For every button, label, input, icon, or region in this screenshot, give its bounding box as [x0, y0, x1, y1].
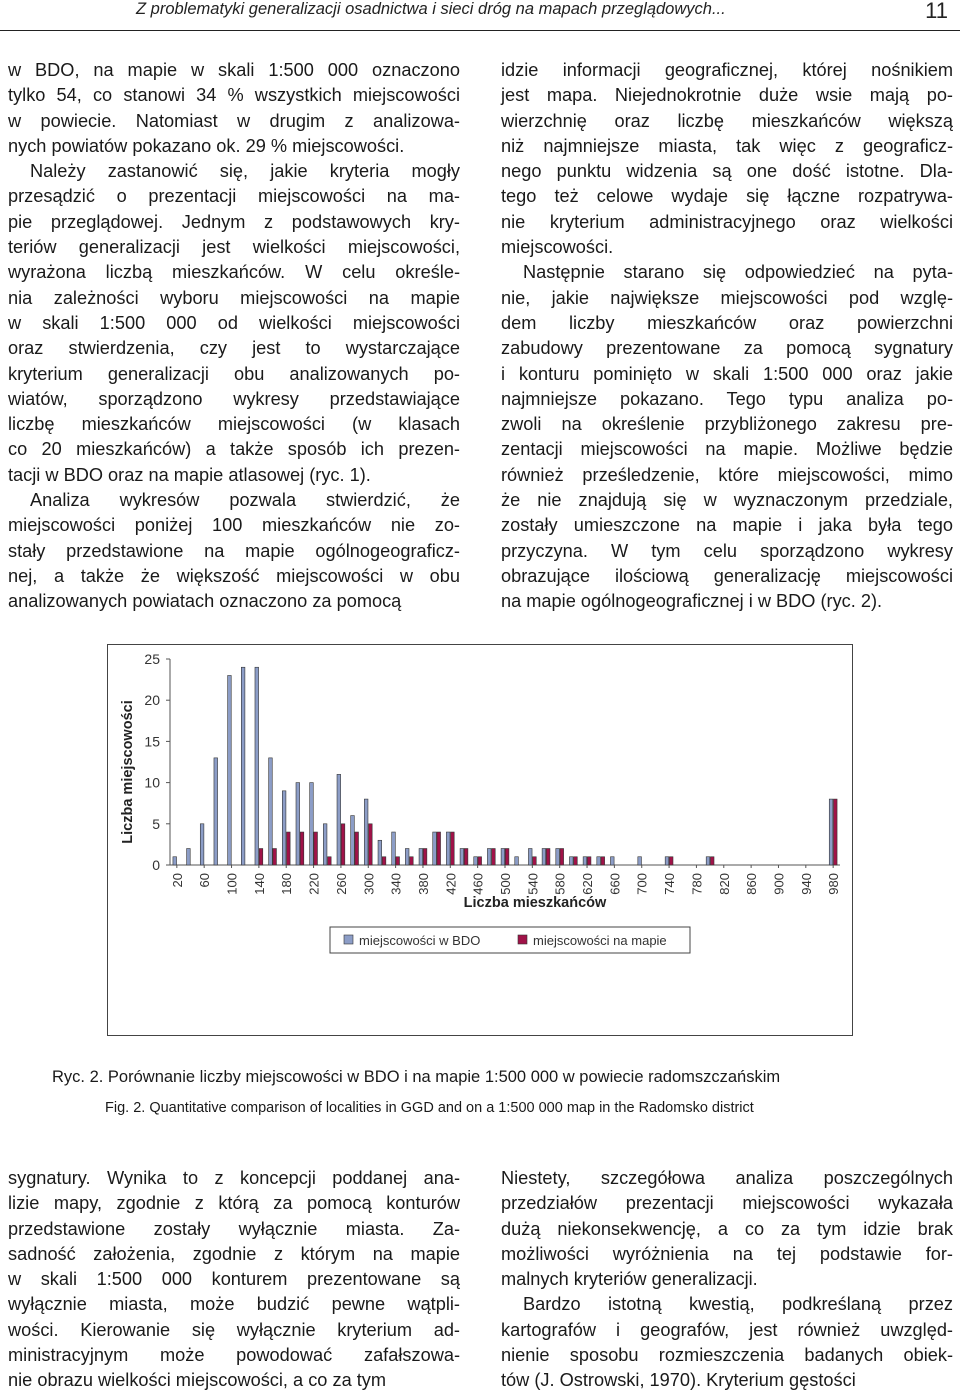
text-line: Następnie starano się odpowiedzieć na pyta-	[523, 262, 953, 283]
bar-mapa	[314, 832, 318, 865]
bar-bdo	[542, 849, 546, 865]
text-line: również prześledzenie, które miejscowości, mimo	[501, 464, 953, 485]
bar-bdo	[610, 857, 614, 865]
y-tick-label: 0	[152, 857, 160, 873]
bar-mapa	[437, 832, 441, 865]
bar-mapa	[355, 832, 359, 865]
text-line: tego też celowe wydaje się łączne rozpatrywa-	[501, 186, 953, 207]
text-line: nie kryterium administracyjnego oraz wielkości	[501, 211, 953, 232]
x-tick-label: 460	[470, 873, 486, 895]
x-tick-label: 620	[580, 873, 596, 895]
text-line: co 20 mieszkańców) a także sposób ich prezen-	[8, 439, 460, 460]
bar-mapa	[287, 832, 291, 865]
bar-mapa	[259, 849, 263, 865]
y-tick-label: 15	[144, 733, 160, 750]
paragraph	[8, 58, 460, 159]
x-tick-label: 540	[525, 873, 541, 895]
figure-caption-polish: Ryc. 2. Porównanie liczby miejscowości w BDO i na mapie 1:500 000 w powiecie radomszczańskim	[52, 1068, 781, 1086]
x-tick-label: 660	[607, 873, 623, 895]
text-line: oraz stwierdzenia, czy jest to wystarczające	[8, 338, 460, 359]
text-line: obrazujące ilościową generalizację miejscowości	[501, 565, 953, 586]
text-line: Analiza wykresów pozwala stwierdzić, że	[30, 490, 460, 511]
bar-bdo	[829, 799, 833, 865]
bar-mapa	[492, 849, 496, 865]
legend-swatch	[518, 935, 527, 944]
bar-bdo	[638, 857, 642, 865]
x-tick-label: 860	[744, 873, 760, 895]
x-tick-label: 180	[279, 873, 295, 895]
bar-mapa	[710, 857, 714, 865]
bar-bdo	[419, 849, 423, 865]
text-line: miejscowości poniżej 100 mieszkańców nie zo-	[8, 515, 460, 536]
y-tick-label: 10	[144, 774, 160, 791]
bar-bdo	[487, 849, 491, 865]
text-line: możliwości wyróżnienia na tej podstawie for-	[501, 1243, 953, 1264]
x-tick-label: 980	[826, 873, 842, 895]
bar-mapa	[546, 849, 550, 865]
text-column-right-bottom	[501, 1166, 953, 1394]
bar-mapa	[601, 857, 605, 865]
bar-mapa	[328, 857, 332, 865]
text-line: nie, jakie największe miejscowości pod wzglę-	[501, 287, 953, 308]
text-column-right-top	[501, 58, 953, 615]
bar-bdo	[310, 783, 314, 865]
x-tick-label: 380	[415, 873, 431, 895]
x-tick-label: 900	[771, 873, 787, 895]
text-line: Niestety, szczegółowa analiza poszczególnych	[501, 1168, 953, 1188]
bar-bdo	[228, 675, 232, 865]
bar-mapa	[833, 799, 837, 865]
text-line: przedziałów prezentacji miejscowości wykazała	[501, 1193, 953, 1214]
bar-bdo	[296, 783, 300, 865]
bar-bdo	[528, 849, 532, 865]
text-line: Bardzo istotną kwestią, podkreślaną przez	[523, 1294, 953, 1315]
text-line: że nie znajdują się w wyznaczonym przedziale,	[501, 490, 953, 511]
bar-bdo	[351, 816, 355, 865]
bar-bdo	[200, 824, 204, 865]
x-tick-label: 100	[224, 873, 240, 895]
bar-bdo	[269, 758, 273, 865]
bar-mapa	[396, 857, 400, 865]
bar-mapa	[505, 849, 509, 865]
bar-bdo	[501, 849, 505, 865]
y-tick-label: 20	[144, 692, 160, 709]
x-tick-label: 580	[552, 873, 568, 895]
text-line: nych powiatów pokazano ok. 29 % miejscowości.	[8, 135, 405, 156]
bar-mapa	[560, 849, 564, 865]
bar-mapa	[587, 857, 591, 865]
paragraph	[8, 488, 460, 614]
text-line: sygnatury. Wynika to z koncepcji poddanej ana-	[8, 1168, 460, 1188]
paragraph	[501, 1166, 953, 1292]
bar-bdo	[173, 857, 177, 865]
page-number: 11	[925, 0, 948, 23]
text-line: kartografów i geografów, jest również uwzględ-	[501, 1319, 953, 1340]
bar-bdo	[460, 849, 464, 865]
bar-bdo	[364, 799, 368, 865]
bar-bdo	[446, 832, 450, 865]
bar-bdo	[241, 667, 245, 865]
x-tick-label: 740	[662, 873, 678, 895]
text-line: zostały umieszczone na mapie i jaka była tego	[501, 515, 953, 536]
x-tick-label: 340	[388, 873, 404, 895]
x-tick-label: 700	[634, 873, 650, 895]
bar-bdo	[405, 849, 409, 865]
bar-mapa	[574, 857, 578, 865]
bar-bdo	[323, 824, 327, 865]
text-line: w skali 1:500 000 konturem prezentowane są	[8, 1269, 460, 1290]
text-line: nie obrazu wielkości miejscowości, a co za tym	[8, 1370, 387, 1391]
text-line: tylko 54, co stanowi 34 % wszystkich miejscowości	[8, 85, 460, 106]
bar-mapa	[451, 832, 455, 865]
bar-mapa	[423, 849, 427, 865]
bar-mapa	[669, 857, 673, 865]
bar-bdo	[337, 774, 341, 865]
bar-bdo	[378, 840, 382, 865]
paragraph	[501, 1292, 953, 1393]
text-line: dem liczby mieszkańców oraz powierzchni	[501, 312, 953, 333]
text-line: i konturu pominięto w skali 1:500 000 oraz jakie	[501, 363, 953, 384]
y-axis-title: Liczba miejscowości	[120, 700, 136, 844]
text-line: w BDO, na mapie w skali 1:500 000 oznaczono	[8, 60, 460, 80]
text-line: jest mapa. Niejednokrotnie duże wsie mają po-	[501, 85, 953, 106]
text-line: malnych kryteriów generalizacji.	[501, 1269, 758, 1290]
running-header	[0, 0, 960, 31]
y-tick-label: 5	[152, 815, 160, 832]
bar-mapa	[410, 857, 414, 865]
bar-bdo	[282, 791, 286, 865]
text-line: wości. Kierowanie się wyłącznie kryterium ad-	[8, 1319, 460, 1340]
x-tick-label: 140	[251, 873, 267, 895]
text-line: nej, a także że większość miejscowości w obu	[8, 565, 460, 586]
text-column-left-top	[8, 58, 460, 615]
text-line: Należy zastanowić się, jakie kryteria mogły	[30, 161, 460, 182]
text-line: przedstawione zostały wyłącznie miasta. Za-	[8, 1218, 460, 1239]
x-tick-label: 20	[169, 873, 185, 888]
figure-caption-english: Fig. 2. Quantitative comparison of localities in GGD and on a 1:500 000 map in the Radomsko district	[105, 1100, 754, 1116]
x-tick-label: 500	[498, 873, 513, 895]
bar-mapa	[300, 832, 304, 865]
figure-chart	[107, 644, 853, 1036]
text-line: ministracyjnym może powodować zafałszowa-	[8, 1345, 460, 1366]
x-tick-label: 60	[197, 873, 213, 888]
bar-bdo	[597, 857, 601, 865]
bar-mapa	[464, 849, 468, 865]
text-line: stały przedstawione na mapie ogólnogeograficz-	[8, 540, 460, 561]
bar-bdo	[556, 849, 560, 865]
text-line: teriów generalizacji jest wielkości miejscowości,	[8, 237, 460, 258]
text-line: wyrażona liczbą mieszkańców. W celu określe-	[8, 262, 460, 283]
x-tick-label: 260	[333, 873, 349, 895]
bar-bdo	[392, 832, 396, 865]
text-line: analizowanych powiatach oznaczono za pomocą	[8, 591, 402, 612]
text-line: niż najmniejsze miasta, tak więc z geograficz-	[501, 135, 953, 156]
bar-bdo	[433, 832, 437, 865]
bar-mapa	[369, 824, 373, 865]
paragraph	[501, 260, 953, 614]
text-line: na mapie ogólnogeograficznej i w BDO (ryc. 2).	[501, 591, 883, 612]
text-line: lizie mapy, zgodnie z którą za pomocą konturów	[8, 1193, 460, 1214]
bar-bdo	[474, 857, 478, 865]
bar-mapa	[273, 849, 277, 865]
bar-bdo	[665, 857, 669, 865]
bar-mapa	[533, 857, 537, 865]
bar-bdo	[255, 667, 259, 865]
text-column-left-bottom	[8, 1166, 460, 1394]
text-line: wiatów, sporządzono wykresy przedstawiające	[8, 388, 460, 409]
bar-bdo	[569, 857, 573, 865]
text-line: tacji w BDO oraz na mapie atlasowej (ryc. 1).	[8, 464, 371, 485]
bar-bdo	[515, 857, 519, 865]
text-line: tów (J. Ostrowski, 1970). Kryterium gęstości	[501, 1370, 856, 1391]
text-line: najmniejsze pokazano. Tego typu analiza po-	[501, 388, 953, 409]
bar-mapa	[382, 857, 386, 865]
text-line: przyczyna. W tym celu sporządzono wykresy	[501, 540, 953, 561]
paragraph	[8, 1166, 460, 1394]
x-tick-label: 300	[361, 873, 377, 895]
text-line: wyłącznie miasta, może budzić pewne wątpli-	[8, 1294, 460, 1315]
text-line: dużą niekonsekwencję, a co za tym idzie brak	[501, 1218, 953, 1239]
legend-swatch	[344, 935, 353, 944]
x-axis-title: Liczba mieszkańców	[463, 895, 607, 911]
text-line: nego punktu widzenia są one dość istotne. Dla-	[501, 161, 953, 182]
paragraph	[501, 58, 953, 260]
bar-mapa	[478, 857, 482, 865]
x-tick-label: 940	[798, 873, 814, 895]
text-line: wierzchnię oraz liczbę mieszkańców większą	[501, 110, 953, 131]
text-line: przesądzić o prezentacji miejscowości na ma-	[8, 186, 460, 207]
text-line: nia zależności wyboru miejscowości na mapie	[8, 287, 460, 308]
x-tick-label: 420	[443, 873, 459, 895]
running-header-title: Z problematyki generalizacji osadnictwa i sieci dróg na mapach przeglądowych...	[136, 0, 726, 18]
bar-bdo	[187, 849, 191, 865]
text-line: idzie informacji geograficznej, której nośnikiem	[501, 60, 953, 80]
text-line: liczbę mieszkańców miejscowości (w klasach	[8, 414, 460, 435]
x-tick-label: 820	[716, 873, 732, 895]
bar-chart	[108, 645, 852, 1035]
text-line: zabudowy prezentowane za pomocą sygnatury	[501, 338, 953, 359]
bar-bdo	[214, 758, 218, 865]
bar-mapa	[341, 824, 345, 865]
legend-label: miejscowości w BDO	[359, 933, 481, 948]
legend-label: miejscowości na mapie	[533, 933, 667, 948]
text-line: nienie sposobu rozmieszczenia badanych obiek-	[501, 1345, 953, 1366]
text-line: pie przeglądowej. Jednym z podstawowych kry-	[8, 211, 460, 232]
text-line: zentacji miejscowości na mapie. Możliwe będzie	[501, 439, 953, 460]
bar-bdo	[583, 857, 587, 865]
text-line: w powiecie. Natomiast w drugim z analizowa-	[8, 110, 460, 131]
text-line: sadność założenia, zgodnie z którym na mapie	[8, 1243, 460, 1264]
paragraph	[8, 159, 460, 488]
text-line: w skali 1:500 000 od wielkości miejscowości	[8, 312, 460, 333]
bar-bdo	[706, 857, 710, 865]
text-line: miejscowości.	[501, 237, 614, 258]
x-tick-label: 220	[306, 873, 322, 895]
x-tick-label: 780	[689, 873, 705, 895]
text-line: zwoli na określenie przybliżonego zakresu pre-	[501, 414, 953, 435]
text-line: kryterium generalizacji obu analizowanych po-	[8, 363, 460, 384]
y-tick-label: 25	[144, 651, 160, 667]
